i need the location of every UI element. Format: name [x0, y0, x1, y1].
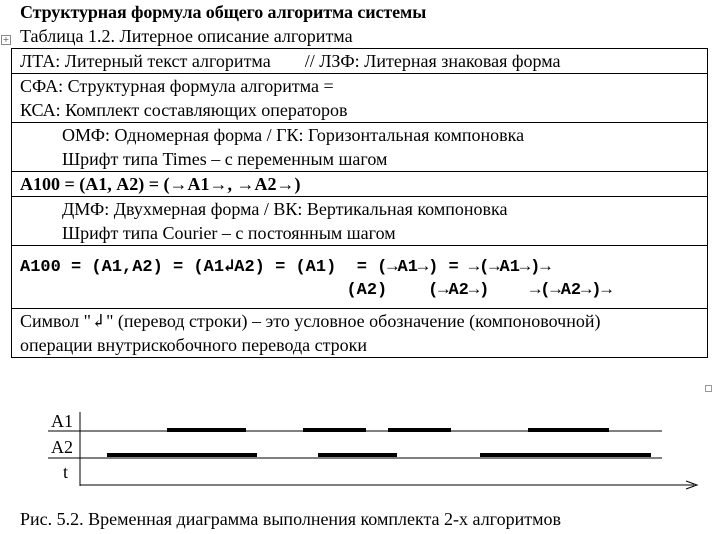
table-row: [12, 49, 708, 74]
table-row: [12, 197, 708, 246]
row-label-a1: A1: [51, 411, 73, 431]
courier-font-text: Шрифт типа Courier – с постоянным шагом: [62, 223, 396, 243]
mono-formula-line-1: A100 = (A1,A2) = (A1↲A2) = (A1) = (→A1→) = →(→A1→)→: [20, 258, 551, 277]
table-cell: [12, 74, 708, 123]
figure-caption: Рис. 5.2. Временная диаграмма выполнения комплекта 2-х алгоритмов: [20, 509, 561, 529]
serif-formula: А100 = (А1, А2) = (→А1→, →А2→): [12, 172, 708, 197]
page-heading: Структурная формула общего алгоритма системы: [20, 2, 427, 22]
row-label-t: t: [63, 462, 69, 482]
table-resize-handle[interactable]: [705, 385, 712, 392]
table-row: [12, 74, 708, 123]
dmf-text: ДМФ: Двухмерная форма / ВК: Вертикальная компоновка: [62, 199, 508, 219]
table-cell: [12, 197, 708, 246]
table-cell: [12, 246, 708, 309]
row-label-a2: A2: [51, 437, 73, 457]
table-caption: Таблица 1.2. Литерное описание алгоритма: [20, 26, 353, 46]
mono-formula-line-2: (A2) (→A2→) →(→A2→)→: [20, 281, 612, 300]
literal-description-table: [11, 48, 708, 358]
sfa-text: СФА: Структурная формула алгоритма =: [20, 76, 334, 96]
timing-diagram: [0, 400, 719, 505]
ksa-text: КСА: Комплект составляющих операторов: [20, 100, 348, 120]
omf-text: ОМФ: Одномерная форма / ГК: Горизонтальная компоновка: [62, 125, 525, 145]
table-row: [12, 309, 708, 358]
table-row: [12, 123, 708, 172]
table-cell: [12, 309, 708, 358]
table-cell: [12, 123, 708, 172]
linebreak-symbol-text: Символ "↲" (перевод строки) – это условное обозначение (компоновочной): [20, 311, 601, 331]
linebreak-operation-text: операции внутрискобочного перевода строки: [20, 335, 368, 355]
table-cell: [12, 49, 708, 74]
times-font-text: Шрифт типа Times – с переменным шагом: [62, 149, 388, 169]
table-row: [12, 172, 708, 197]
lta-text: ЛТА: Литерный текст алгоритма: [20, 51, 271, 71]
table-row: [12, 246, 708, 309]
table-move-handle-icon[interactable]: +: [2, 35, 10, 44]
lzf-text: // ЛЗФ: Литерная знаковая форма: [304, 51, 561, 71]
pulses-group: [107, 430, 651, 455]
